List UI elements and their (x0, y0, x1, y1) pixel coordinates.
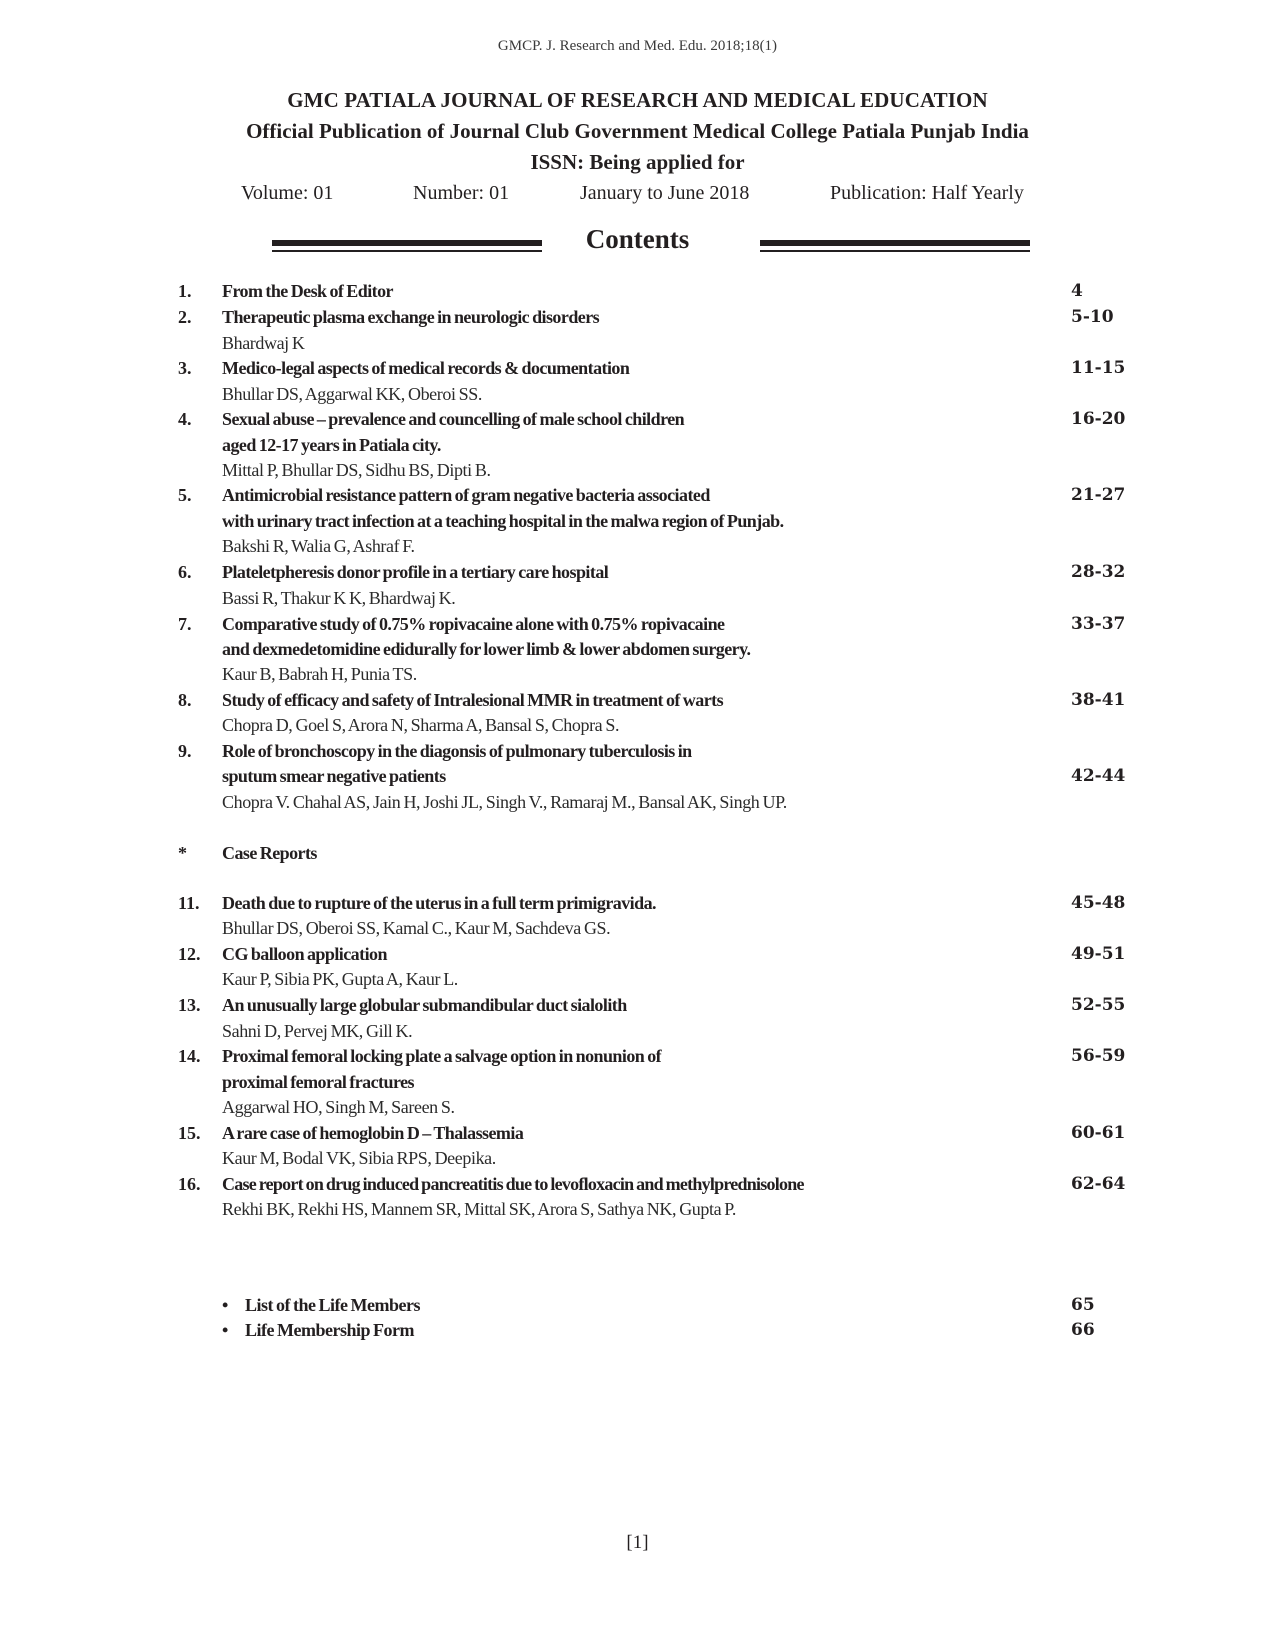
toc-item-title-cont[interactable]: and dexmedetomidine edidurally for lower limb & lower abdomen surgery. (222, 639, 751, 659)
contents-heading: Contents (585, 224, 690, 254)
toc-item-pages: 62-64 (1071, 1174, 1126, 1194)
toc-item-authors: Kaur B, Babrah H, Punia TS. (222, 664, 417, 684)
toc-item-authors: Sahni D, Pervej MK, Gill K. (222, 1021, 413, 1041)
toc-item-number: 6. (178, 562, 192, 582)
extra-item-pages: 66 (1071, 1320, 1095, 1340)
toc-item-pages: 45-48 (1071, 893, 1126, 913)
toc-item-number: 13. (178, 995, 201, 1015)
section-marker: * (178, 843, 187, 863)
publication-label: Publication: Half Yearly (830, 182, 1024, 204)
toc-item-pages: 49-51 (1071, 944, 1126, 964)
number-label: Number: 01 (413, 182, 510, 204)
toc-item-number: 5. (178, 485, 192, 505)
toc-item-pages: 60-61 (1071, 1123, 1126, 1143)
toc-item-title[interactable]: CG balloon application (222, 944, 387, 964)
toc-item-title-cont[interactable]: with urinary tract infection at a teaching hospital in the malwa region of Punjab. (222, 511, 784, 531)
toc-item-pages: 56-59 (1071, 1046, 1126, 1066)
toc-item-authors: Rekhi BK, Rekhi HS, Mannem SR, Mittal SK, Arora S, Sathya NK, Gupta P. (222, 1199, 737, 1219)
toc-item-title[interactable]: Sexual abuse – prevalence and councelling of male school children (222, 409, 685, 429)
toc-item-title-cont[interactable]: proximal femoral fractures (222, 1072, 414, 1092)
toc-item-pages: 28-32 (1071, 562, 1126, 582)
extra-item-pages: 65 (1071, 1295, 1095, 1315)
toc-item-pages: 16-20 (1071, 409, 1126, 429)
toc-item-title[interactable]: Therapeutic plasma exchange in neurologic disorders (222, 307, 600, 327)
toc-item-authors: Bhullar DS, Aggarwal KK, Oberoi SS. (222, 384, 482, 404)
toc-item-pages: 38-41 (1071, 690, 1126, 710)
toc-item-authors: Kaur M, Bodal VK, Sibia RPS, Deepika. (222, 1148, 496, 1168)
toc-item-title-cont[interactable]: sputum smear negative patients (222, 766, 446, 786)
issn-line: ISSN: Being applied for (530, 150, 745, 174)
journal-subtitle: Official Publication of Journal Club Government Medical College Patiala Punjab India (246, 119, 1029, 143)
toc-item-authors: Bhardwaj K (222, 333, 305, 353)
bullet-icon: • (222, 1295, 229, 1315)
toc-item-number: 4. (178, 409, 192, 429)
contents-rule-right (760, 240, 1030, 254)
toc-item-number: 1. (178, 281, 192, 301)
toc-item-title[interactable]: Medico-legal aspects of medical records & documentation (222, 358, 630, 378)
toc-item-number: 8. (178, 690, 192, 710)
toc-item-authors: Bakshi R, Walia G, Ashraf F. (222, 536, 415, 556)
toc-item-title[interactable]: From the Desk of Editor (222, 281, 393, 301)
section-heading-case-reports: Case Reports (222, 843, 317, 863)
toc-item-title[interactable]: Death due to rupture of the uterus in a full term primigravida. (222, 893, 656, 913)
toc-item-title[interactable]: A rare case of hemoglobin D – Thalassemia (222, 1123, 524, 1143)
toc-item-pages: 21-27 (1071, 485, 1126, 505)
toc-item-authors: Aggarwal HO, Singh M, Sareen S. (222, 1097, 455, 1117)
toc-item-authors: Mittal P, Bhullar DS, Sidhu BS, Dipti B. (222, 460, 491, 480)
toc-item-authors: Chopra D, Goel S, Arora N, Sharma A, Bansal S, Chopra S. (222, 715, 620, 735)
toc-item-number: 12. (178, 944, 201, 964)
toc-item-authors: Kaur P, Sibia PK, Gupta A, Kaur L. (222, 969, 458, 989)
journal-title: GMC PATIALA JOURNAL OF RESEARCH AND MEDICAL EDUCATION (287, 88, 988, 112)
extra-item-life-members[interactable]: List of the Life Members (245, 1295, 420, 1315)
toc-item-number: 3. (178, 358, 192, 378)
toc-item-pages: 4 (1071, 281, 1083, 301)
toc-item-number: 2. (178, 307, 192, 327)
toc-item-pages: 33-37 (1071, 614, 1126, 634)
volume-label: Volume: 01 (241, 182, 334, 204)
toc-item-title[interactable]: Case report on drug induced pancreatitis due to levofloxacin and methylprednisolone (222, 1174, 804, 1194)
toc-item-pages: 11-15 (1071, 358, 1126, 378)
toc-item-title-cont[interactable]: aged 12-17 years in Patiala city. (222, 435, 441, 455)
toc-item-title[interactable]: Plateletpheresis donor profile in a tertiary care hospital (222, 562, 609, 582)
toc-item-number: 15. (178, 1123, 201, 1143)
toc-item-title[interactable]: An unusually large globular submandibular duct sialolith (222, 995, 627, 1015)
page-number: [1] (626, 1532, 649, 1553)
toc-item-pages: 52-55 (1071, 995, 1126, 1015)
toc-item-title[interactable]: Comparative study of 0.75% ropivacaine alone with 0.75% ropivacaine (222, 614, 725, 634)
toc-item-number: 7. (178, 614, 192, 634)
toc-item-title[interactable]: Antimicrobial resistance pattern of gram negative bacteria associated (222, 485, 710, 505)
toc-item-title[interactable]: Role of bronchoscopy in the diagonsis of pulmonary tuberculosis in (222, 741, 692, 761)
toc-item-pages: 5-10 (1071, 307, 1114, 327)
toc-item-title[interactable]: Proximal femoral locking plate a salvage option in nonunion of (222, 1046, 662, 1066)
extra-item-membership-form[interactable]: Life Membership Form (245, 1320, 414, 1340)
bullet-icon: • (222, 1320, 229, 1340)
toc-item-authors: Bhullar DS, Oberoi SS, Kamal C., Kaur M, Sachdeva GS. (222, 918, 611, 938)
running-header: GMCP. J. Research and Med. Edu. 2018;18(1) (497, 38, 778, 54)
toc-item-title[interactable]: Study of efficacy and safety of Intralesional MMR in treatment of warts (222, 690, 724, 710)
toc-item-authors: Chopra V. Chahal AS, Jain H, Joshi JL, Singh V., Ramaraj M., Bansal AK, Singh UP. (222, 792, 787, 812)
toc-item-number: 11. (178, 893, 200, 913)
toc-item-number: 16. (178, 1174, 201, 1194)
toc-item-number: 9. (178, 741, 192, 761)
toc-item-authors: Bassi R, Thakur K K, Bhardwaj K. (222, 588, 456, 608)
toc-item-pages: 42-44 (1071, 766, 1126, 786)
period-label: January to June 2018 (580, 182, 750, 204)
toc-item-number: 14. (178, 1046, 201, 1066)
